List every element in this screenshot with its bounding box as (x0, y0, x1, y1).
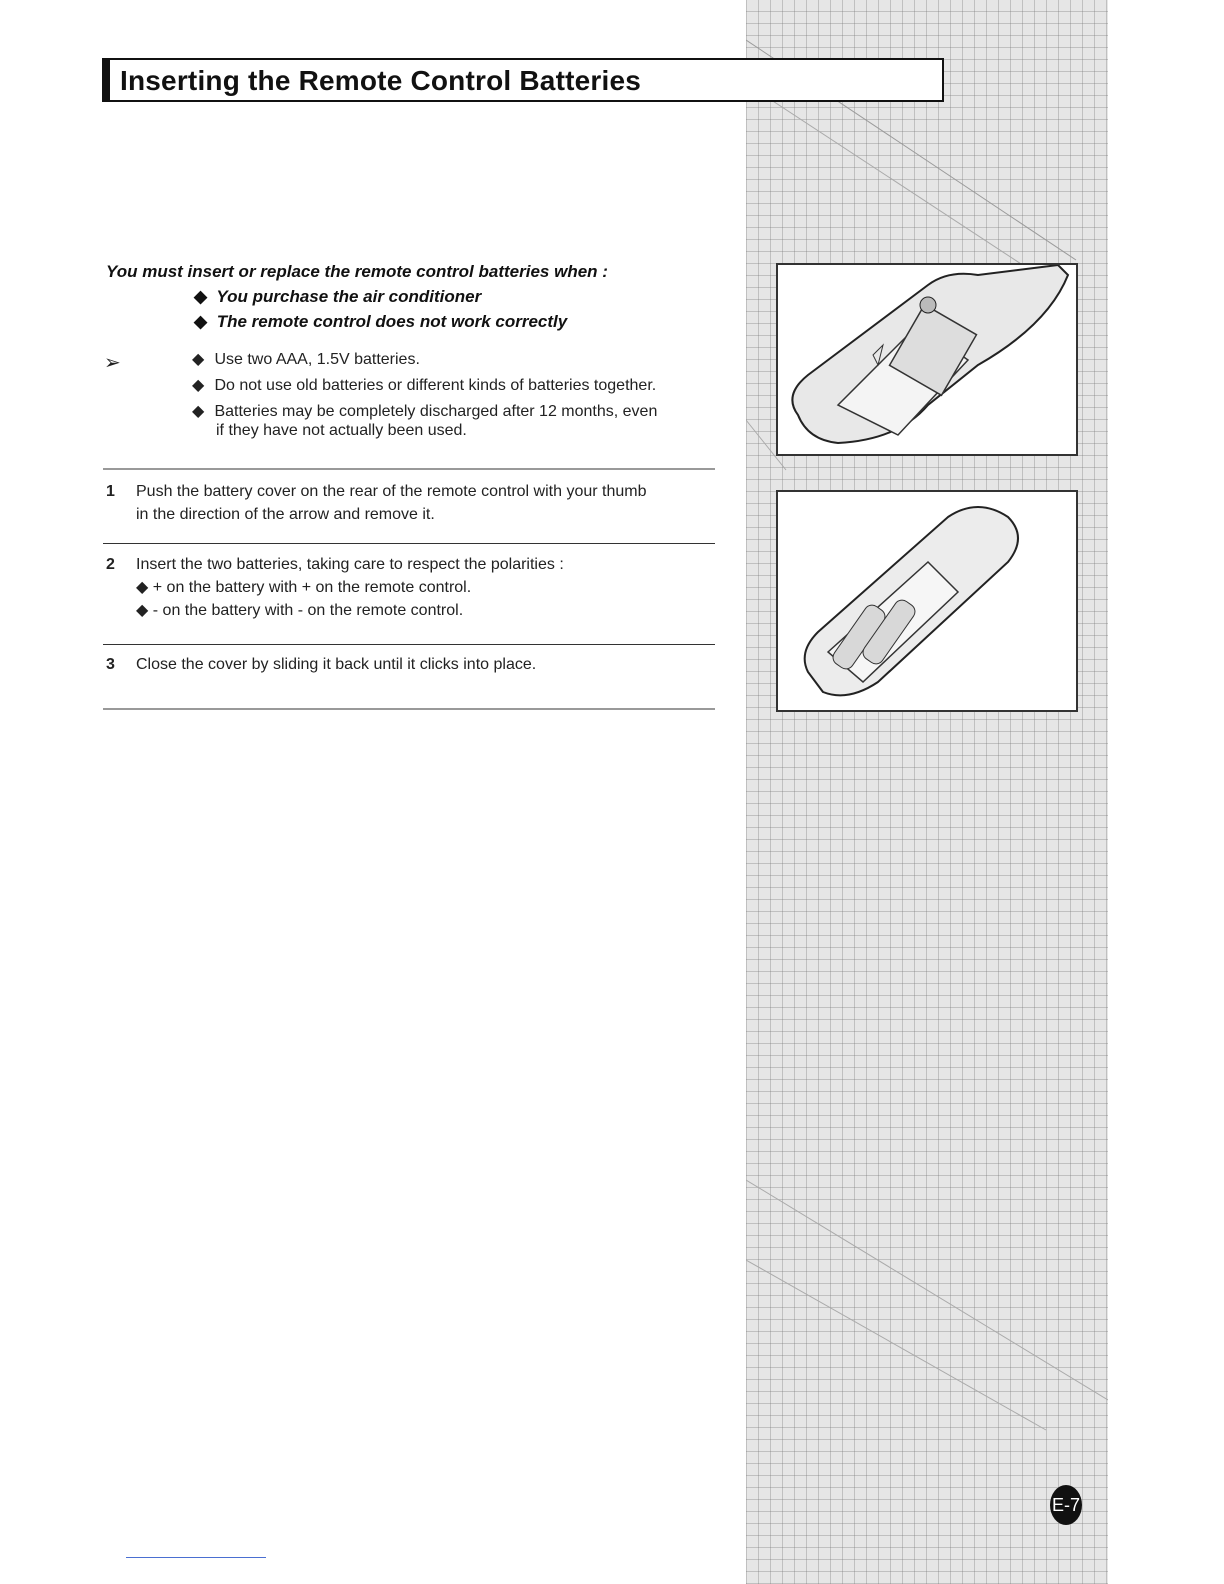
intro-block (106, 262, 726, 337)
note-item (192, 402, 724, 440)
note-arrow-icon: ➢ (104, 352, 121, 374)
diamond-bullet-icon: ◆ (194, 312, 208, 331)
divider (103, 543, 715, 544)
diamond-bullet-icon: ◆ (194, 287, 208, 306)
step-2 (106, 553, 716, 622)
diamond-bullet-icon: ◆ (192, 377, 205, 394)
divider (103, 708, 715, 710)
step-sub-text: + on the battery with + on the remote control. (152, 579, 472, 596)
title-box (102, 58, 944, 102)
remote-batteries-figure (776, 490, 1078, 712)
divider (103, 468, 715, 470)
intro-bullet-text: You purchase the air conditioner (216, 287, 482, 306)
page-number-badge: E-7 (1050, 1485, 1082, 1525)
remote-batteries-illustration (778, 492, 1076, 710)
footer-underline (126, 1557, 266, 1558)
note-item-continuation: if they have not actually been used. (216, 422, 467, 439)
step-1 (106, 480, 716, 526)
intro-lead: You must insert or replace the remote control batteries when : (106, 262, 608, 281)
note-item-text: Use two AAA, 1.5V batteries. (214, 351, 420, 368)
diamond-bullet-icon: ◆ (192, 351, 205, 368)
intro-bullet (194, 287, 726, 307)
diamond-bullet-icon: ◆ (192, 403, 205, 420)
note-block (104, 350, 724, 447)
page-title: Inserting the Remote Control Batteries (120, 65, 642, 96)
intro-bullet (194, 312, 726, 332)
note-item-text: Batteries may be completely discharged after 12 months, even (214, 403, 658, 420)
step-number: 1 (106, 483, 115, 500)
divider (103, 644, 715, 645)
step-number: 2 (106, 556, 115, 573)
step-text: Insert the two batteries, taking care to respect the polarities : (136, 556, 564, 573)
step-sub-text: - on the battery with - on the remote control. (152, 602, 464, 619)
note-item (192, 376, 724, 395)
side-grid-band (746, 0, 1108, 1584)
remote-cover-figure (776, 263, 1078, 456)
step-text: Push the battery cover on the rear of the remote control with your thumb (136, 483, 647, 500)
step-sub-item (136, 599, 716, 622)
step-3 (106, 653, 716, 676)
step-sub-item (136, 576, 716, 599)
note-item-text: Do not use old batteries or different kinds of batteries together. (214, 377, 657, 394)
step-text: in the direction of the arrow and remove it. (136, 506, 435, 523)
step-text: Close the cover by sliding it back until it clicks into place. (136, 656, 537, 673)
remote-cover-illustration (778, 265, 1076, 454)
diamond-bullet-icon: ◆ (136, 579, 149, 596)
intro-bullet-text: The remote control does not work correctly (216, 312, 568, 331)
note-item (192, 350, 724, 369)
step-number: 3 (106, 656, 115, 673)
diamond-bullet-icon: ◆ (136, 602, 149, 619)
diagonal-lines-decoration (746, 0, 1108, 1584)
